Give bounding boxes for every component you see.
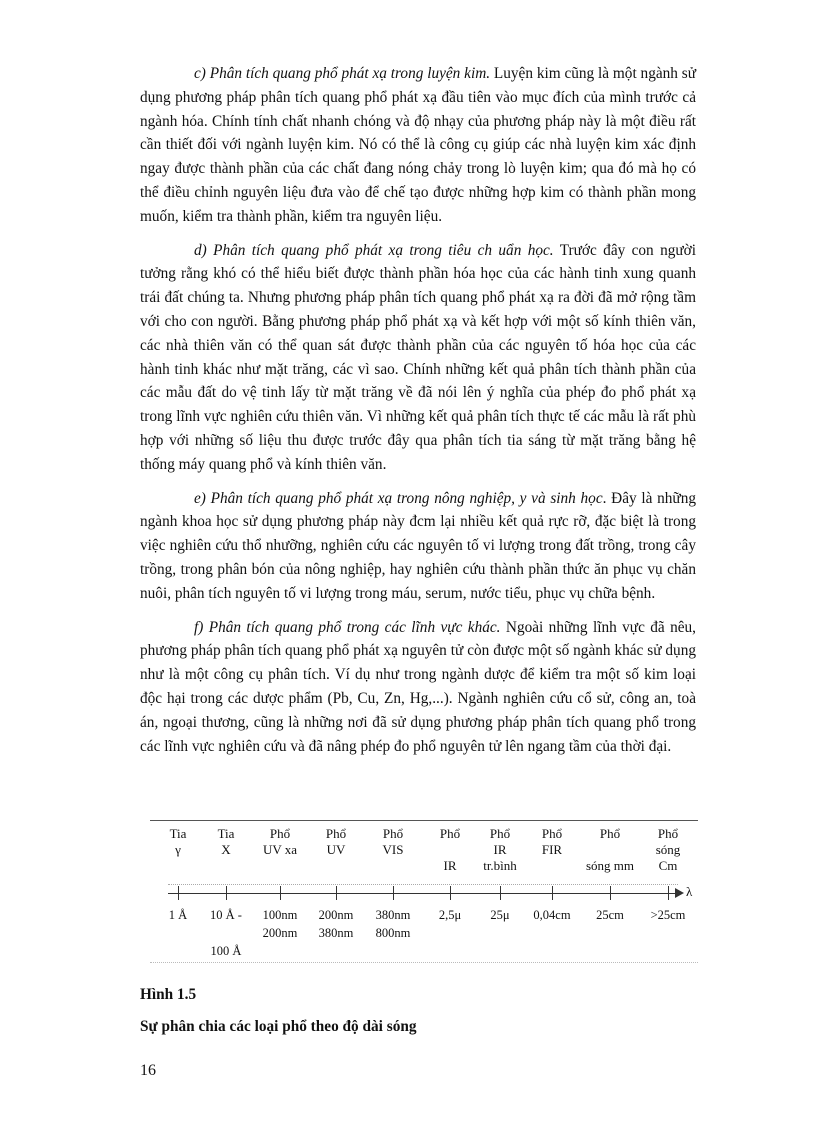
spectrum-column-label [196, 826, 256, 874]
axis-tick [280, 886, 281, 900]
column-value-line: 10 Å - [210, 908, 242, 922]
axis-dotted-guide [168, 884, 678, 885]
axis-tick [668, 886, 669, 900]
column-value-line: 100nm [262, 908, 298, 922]
column-label-line [306, 858, 366, 874]
column-value-line: 380nm [375, 908, 411, 922]
column-label-line: UV [326, 842, 346, 857]
column-value-line [196, 924, 256, 942]
spectrum-column-label [250, 826, 310, 874]
paragraph-e [140, 487, 696, 606]
column-label-line: Phổ [541, 826, 563, 841]
column-label-line: IR [443, 858, 457, 873]
spectrum-column-value [250, 906, 310, 960]
spectrum-column-label [638, 826, 698, 874]
column-value-line: 200nm [262, 926, 298, 940]
paragraph-body: Ngoài những lĩnh vực đã nêu, phương pháp phân tích quang phổ phát xạ nguyên tử còn được một số ngành khác sử dụng như là một công cụ phân tích. Ví dụ như trong ngành dược để kiểm tra một số kim loại độc hại trong các dược phẩm (Pb, Cu, Zn, Hg,...). Ngành nghiên cứu cổ sử, công an, toà án, ngoại thương, cũng là những nơi đã sử dụng phương pháp phân tích quang phổ trong các lĩnh vực nghiên cứu và đã nâng phép đo phổ nguyên tử lên ngang tầm của thời đại. [140, 618, 697, 755]
paragraph-lead: e) Phân tích quang phổ phát xạ trong nông nghiệp, y và sinh học [194, 489, 603, 507]
figure-caption-title: Hình 1.5 [140, 986, 197, 1003]
column-label-line: Phổ [439, 826, 461, 841]
column-label-line: Tia [217, 826, 235, 841]
column-value-line: 0,04cm [533, 908, 571, 922]
column-label-line: sóng [655, 842, 681, 857]
spectrum-column-label [580, 826, 640, 874]
column-label-line: Tia [169, 826, 187, 841]
column-label-line: Phổ [599, 826, 621, 841]
paragraph-lead: f) Phân tích quang phổ trong các lĩnh vực khác. [194, 618, 501, 636]
column-value-line: 2,5μ [438, 908, 462, 922]
column-label-line [580, 842, 640, 858]
column-value-line [363, 942, 423, 960]
axis-tick [500, 886, 501, 900]
column-label-line: Phổ [269, 826, 291, 841]
column-value-line [522, 942, 582, 960]
spectrum-column-value [470, 906, 530, 960]
column-value-line: 200nm [318, 908, 354, 922]
column-value-line [250, 942, 310, 960]
column-value-line: 380nm [318, 926, 354, 940]
axis-tick [336, 886, 337, 900]
column-value-line [306, 942, 366, 960]
axis-tick [226, 886, 227, 900]
spectrum-figure [150, 820, 698, 968]
column-label-line: γ [175, 842, 181, 857]
paragraph-lead: c) Phân tích quang phổ phát xạ trong luyện kim. [194, 65, 491, 82]
spectrum-column-value [196, 906, 256, 960]
paragraph-d [140, 239, 696, 477]
axis-lambda-label: λ [686, 884, 693, 899]
paragraph-body: Trước đây con người tưởng rằng khó có thể hiểu biết được thành phần hóa học của các hành tinh xung quanh trái đất chúng ta. Nhưng phương pháp phân tích quang phổ phát xạ ra đời đã mở rộng tầm với cho con người. Bằng phương pháp phổ phát xạ và kết hợp với một số kính thiên văn, các nhà thiên văn có thể quan sát được thành phần của các nguyên tố hóa học của các hành tinh khác như mặt trăng, các vì sao. Chính những kết quả phân tích thành phần của các mẫu đất do vệ tinh lấy từ mặt trăng về đã nói lên ý nghĩa của phép đo phổ phát xạ trong lĩnh vực nghiên cứu thiên văn. Vì những kết quả phân tích thực tế các mẫu là rất phù hợp với những số liệu thu được trước đây qua phân tích tia sáng từ mặt trăng bằng hệ thống máy quang phổ và kính thiên văn. [140, 241, 696, 473]
paragraph-c [140, 62, 696, 229]
column-label-line: IR [493, 842, 507, 857]
column-value-line: >25cm [650, 908, 686, 922]
column-value-line: 800nm [375, 926, 411, 940]
column-value-line [470, 924, 530, 942]
column-label-line: X [221, 842, 231, 857]
spectrum-column-label [470, 826, 530, 874]
spectrum-column-value [306, 906, 366, 960]
spectrum-column-label [522, 826, 582, 874]
column-value-line [580, 942, 640, 960]
column-value-line: 25μ [490, 908, 510, 922]
column-label-line: VIS [382, 842, 404, 857]
wavelength-axis [168, 893, 678, 894]
column-value-line [470, 942, 530, 960]
axis-tick [610, 886, 611, 900]
spectrum-column-value [522, 906, 582, 960]
paragraph-body: Luyện kim cũng là một ngành sử dụng phương pháp phân tích quang phổ phát xạ đầu tiên vào mục đích của mình trước cả ngành hóa. Chính tính chất nhanh chóng và độ nhạy của phương pháp này là một điều rất cần thiết đối với ngành luyện kim. Nó có thể là công cụ giúp các nhà luyện kim xác định ngay được thành phần của các chất đang nóng chảy trong lò luyện kim; qua đó mà họ có thể điều chỉnh nguyên liệu đưa vào để chế tạo được những hợp kim có thành phần mong muốn, kiểm tra thành phần, kiểm tra nguyên liệu. [140, 65, 697, 225]
column-label-line [250, 858, 310, 874]
axis-tick [552, 886, 553, 900]
column-label-line [522, 858, 582, 874]
column-value-line [522, 924, 582, 942]
column-value-line [580, 924, 640, 942]
paragraph-lead: d) Phân tích quang phổ phát xạ trong tiêu ch uẩn học. [194, 241, 554, 259]
spectrum-column-value [638, 906, 698, 960]
column-value-line: 100 Å [210, 944, 242, 958]
figure-bottom-rule [150, 962, 698, 963]
axis-tick [178, 886, 179, 900]
body-text [140, 62, 696, 768]
column-label-line: Phổ [325, 826, 347, 841]
column-value-line: 1 Å [168, 908, 188, 922]
column-label-line: sóng mm [585, 858, 635, 873]
column-label-line: Phổ [489, 826, 511, 841]
spectrum-column-value [580, 906, 640, 960]
paragraph-body: . Đây là những ngành khoa học sử dụng phương pháp này đcm lại nhiều kết quả rực rỡ, đặc biệt là trong việc nghiên cứu thổ nhưỡng, nghiên cứu các nguyên tố vi lượng trong đất trồng, trong cây trồng, trong phân bón của nông nghiệp, hay nghiên cứu thành phần thức ăn phục vụ chăn nuôi, phân tích nguyên tố vi lượng trong máu, serum, nước tiểu, phục vụ chữa bệnh. [140, 489, 696, 602]
paragraph-f [140, 616, 696, 759]
column-label-line: Phổ [657, 826, 679, 841]
spectrum-column-label [363, 826, 423, 874]
spectrum-column-value [363, 906, 423, 960]
column-label-line: UV xa [262, 842, 298, 857]
column-label-line: Cm [658, 858, 678, 873]
column-value-line: 25cm [596, 908, 624, 922]
column-value-line [638, 924, 698, 942]
axis-tick [393, 886, 394, 900]
axis-arrow-icon [675, 888, 684, 898]
column-label-line: FIR [541, 842, 563, 857]
column-label-line: Phổ [382, 826, 404, 841]
column-label-line: tr.bình [483, 858, 517, 873]
axis-tick [450, 886, 451, 900]
column-value-line [638, 942, 698, 960]
page-number: 16 [140, 1062, 156, 1079]
spectrum-column-label [306, 826, 366, 874]
figure-caption-text: Sự phân chia các loại phổ theo độ dài sóng [140, 1018, 417, 1035]
figure-top-rule [150, 820, 698, 821]
column-label-line [363, 858, 423, 874]
column-label-line [196, 858, 256, 874]
